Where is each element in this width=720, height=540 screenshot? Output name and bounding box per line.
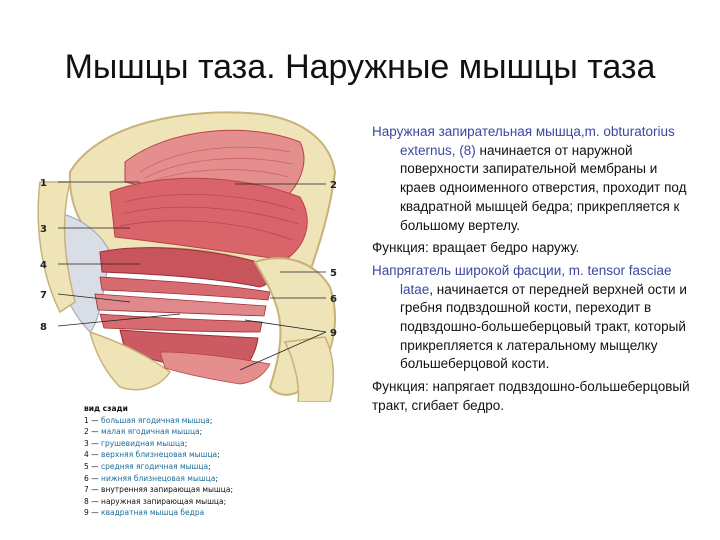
term-tensor-fasciae-latae: Напрягатель широкой фасции, m. tensor fasciae latae — [372, 262, 672, 297]
gemellus-inferior — [100, 314, 262, 332]
obturator-externus — [160, 352, 270, 384]
callout-7: 7 — [40, 290, 47, 301]
callout-4: 4 — [40, 260, 47, 271]
callout-5: 5 — [330, 268, 337, 279]
callout-6: 6 — [330, 294, 337, 305]
legend-item: 8 — наружная запирающая мышца; — [84, 496, 227, 506]
legend-item: 3 — грушевидная мышца; — [84, 438, 188, 448]
legend-item: 5 — средняя ягодичная мышца; — [84, 461, 211, 471]
callout-8: 8 — [40, 322, 47, 333]
legend-item: 7 — внутренняя запирающая мышца; — [84, 485, 234, 495]
legend-item: 9 — квадратная мышца бедра — [84, 508, 205, 518]
description-tensor-fasciae-latae: , начинается от передней верхней ости и гребня подвздошной кости, переходит в подвздошно-большеберцовый тракт, который прикрепляется к латеральному мыщелку большеберцовой кости. — [400, 281, 687, 372]
callout-2: 2 — [330, 180, 337, 191]
legend-heading: вид сзади — [84, 404, 128, 413]
paragraph-tensor-fasciae-latae — [372, 262, 692, 374]
anatomy-drawing — [30, 102, 360, 402]
function-tensor-fasciae-latae: Функция: напрягает подвздошно-большеберцовый тракт, сгибает бедро. — [372, 379, 690, 413]
legend-item: 6 — нижняя близнецовая мышца; — [84, 473, 218, 483]
description-obturator-externus: начинается от наружной поверхности запирательной мембраны и краев одноименного отверстия, проходит под квадратной мышцей бедра; прикрепляется к большому вертелу. — [400, 142, 687, 233]
paragraph-obturator-externus — [372, 123, 692, 235]
legend-item: 4 — верхняя близнецовая мышца; — [84, 450, 220, 460]
callout-3: 3 — [40, 224, 47, 235]
callout-1: 1 — [40, 178, 47, 189]
figure-legend — [84, 403, 364, 519]
legend-item: 1 — большая ягодичная мышца; — [84, 415, 213, 425]
pelvis-muscles-illustration — [30, 102, 360, 402]
slide-title: Мышцы таза. Наружные мышцы таза — [64, 48, 656, 86]
callout-9: 9 — [330, 328, 337, 339]
term-obturator-externus: Наружная запирательная мышца,m. obturatorius externus, (8) — [372, 124, 675, 158]
function-obturator-externus: Функция: вращает бедро наружу. — [372, 240, 580, 256]
slide-body-text — [372, 123, 692, 420]
legend-item: 2 — малая ягодичная мышца; — [84, 427, 203, 437]
